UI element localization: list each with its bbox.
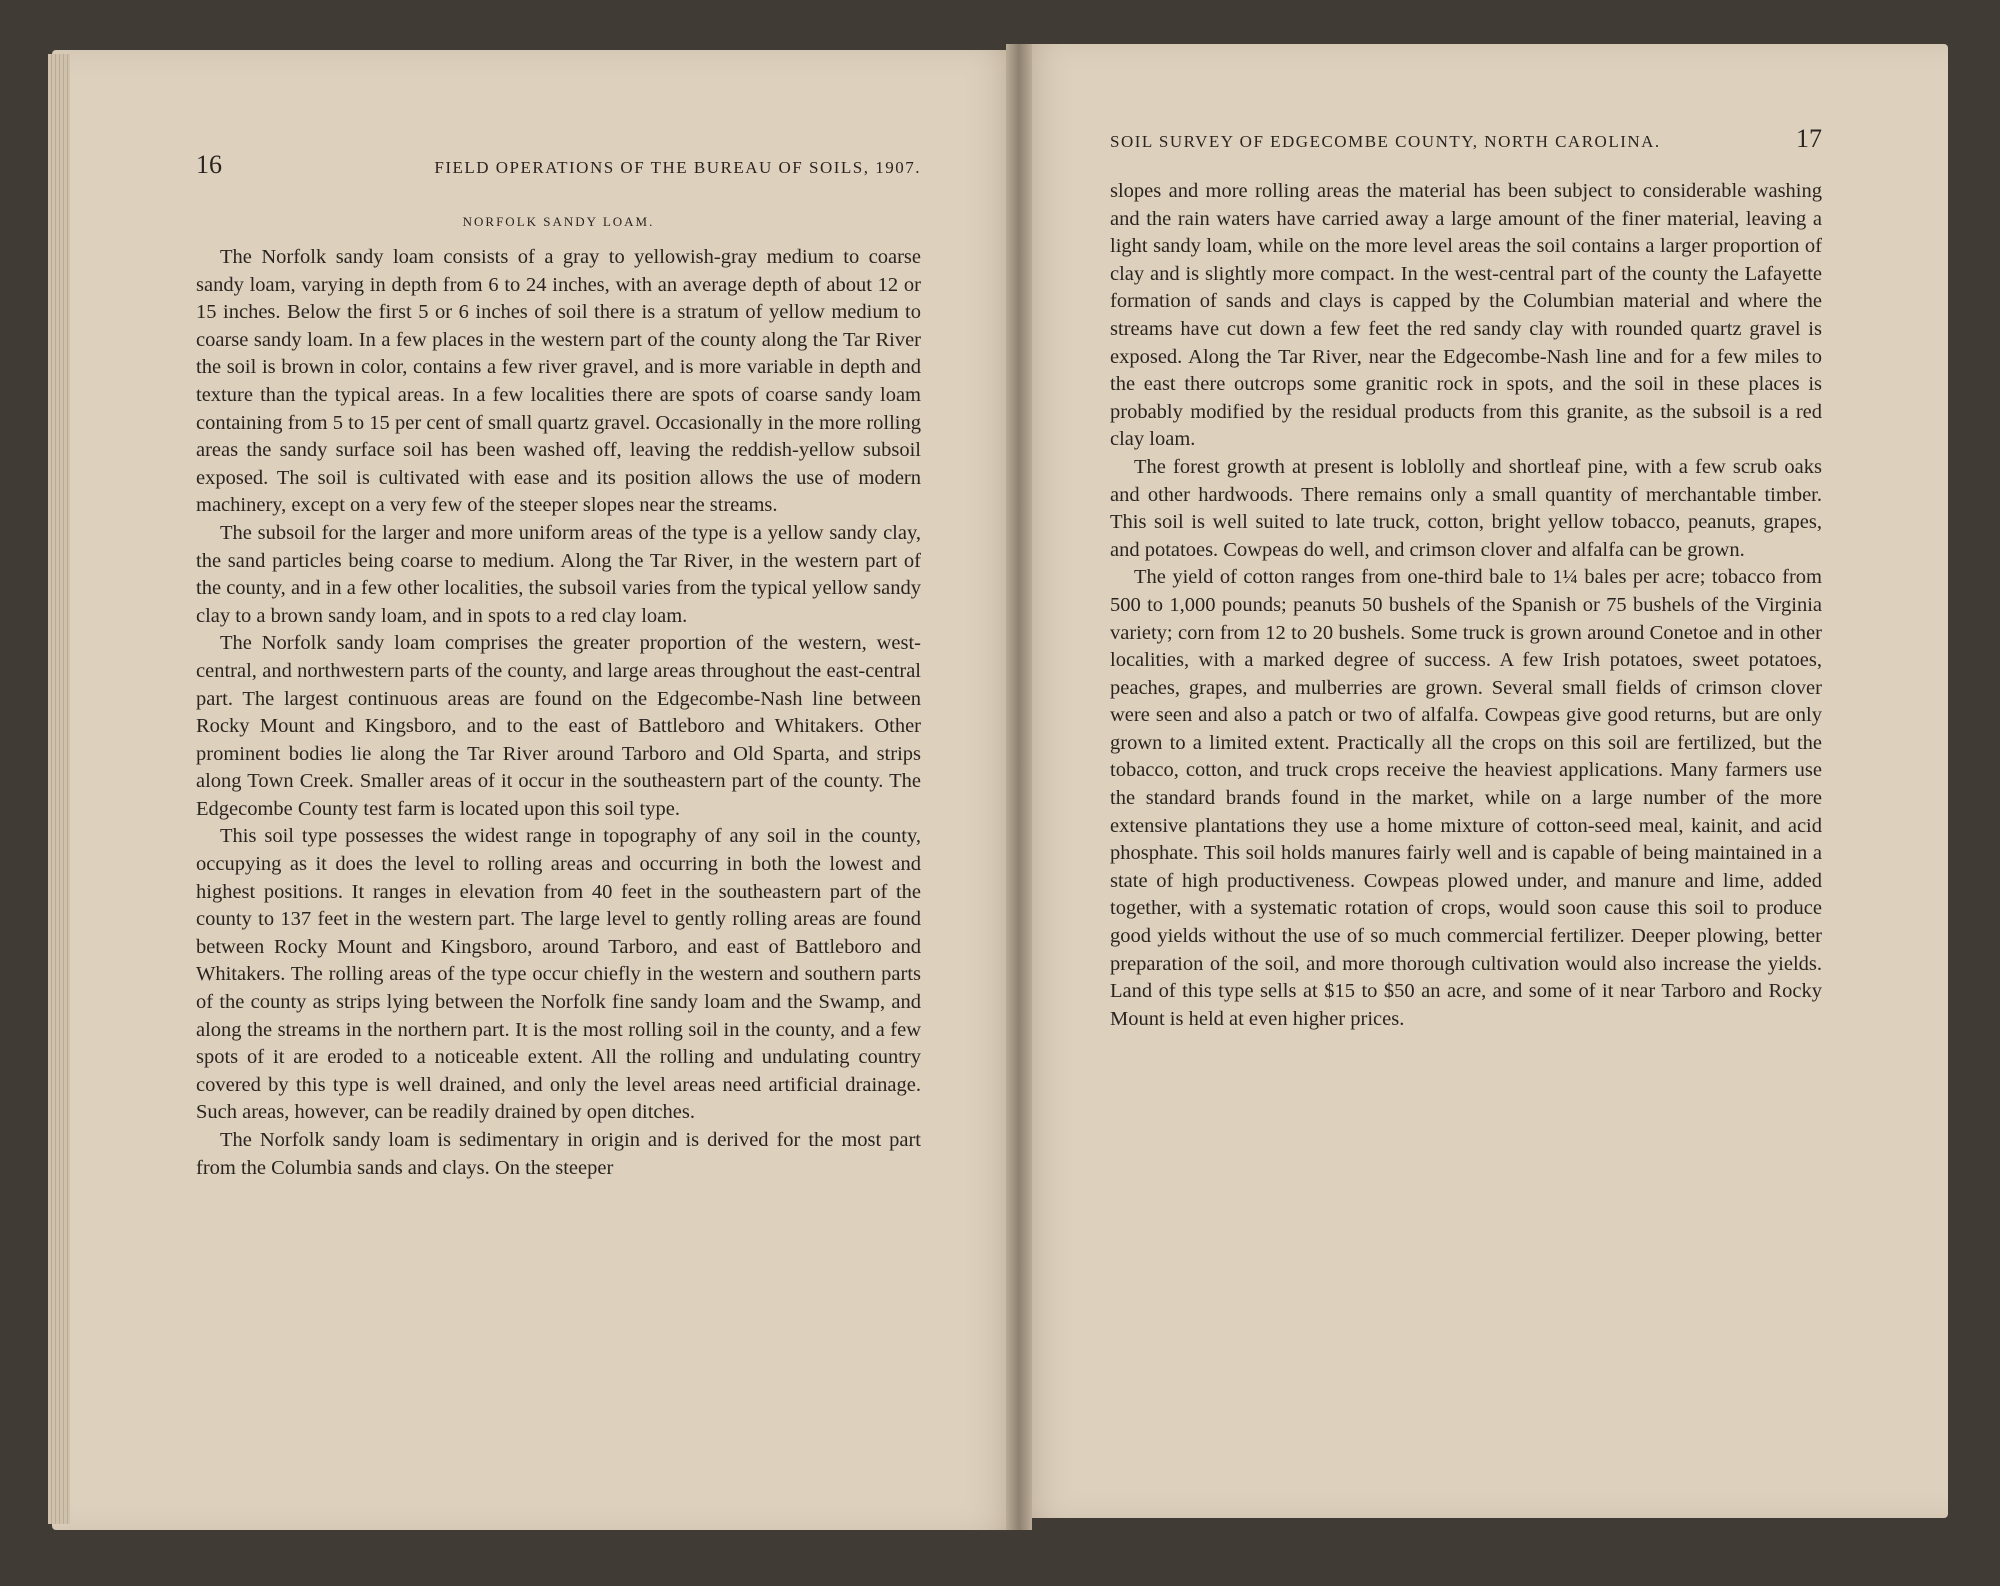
right-page-number: 17 — [1796, 124, 1822, 153]
right-paragraph: slopes and more rolling areas the material has been subject to considerable washing and the rain waters have carried away a large amount of the finer material, leaving a light sandy loam, while on the more level areas the soil contains a larger proportion of clay and is slightly more compact. In the west-central part of the county the Lafayette formation of sands and clays is capped by the Columbian material and where the streams have cut down a few feet the red sandy clay with rounded quartz gravel is exposed. Along the Tar River, near the Edgecombe-Nash line and for a few miles to the east there outcrops some granitic rock in spots, and the soil in these places is probably modified by the residual products from this granite, as the subsoil is a red clay loam. — [1110, 180, 1822, 451]
right-running-title: SOIL SURVEY OF EDGECOMBE COUNTY, NORTH CAROLINA. — [1110, 132, 1661, 151]
right-page-content — [1110, 124, 1822, 1033]
left-paragraph: The Norfolk sandy loam comprises the greater proportion of the western, west-central, and northwestern parts of the county, and large areas throughout the east-central part. The largest continuous areas are found on the Edgecombe-Nash line between Rocky Mount and Kingsboro, and to the east of Battleboro and Whitakers. Other prominent bodies lie along the Tar River around Tarboro and Old Sparta, and strips along Town Creek. Smaller areas of it occur in the southeastern part of the county. The Edgecombe County test farm is located upon this soil type. — [196, 632, 921, 820]
left-paragraph: The Norfolk sandy loam consists of a gray to yellowish-gray medium to coarse sandy loam, varying in depth from 6 to 24 inches, with an average depth of about 12 or 15 inches. Below the first 5 or 6 inches of soil there is a stratum of yellow medium to coarse sandy loam. In a few places in the western part of the county along the Tar River the soil is brown in color, contains a few river gravel, and is more variable in depth and texture than the typical areas. In a few localities there are spots of coarse sandy loam containing from 5 to 15 per cent of small quartz gravel. Occasionally in the more rolling areas the sandy surface soil has been washed off, leaving the reddish-yellow subsoil exposed. The soil is cultivated with ease and its position allows the use of modern machinery, except on a very few of the steeper slopes near the streams. — [196, 246, 921, 517]
left-page-content — [196, 150, 921, 1182]
left-paragraph: This soil type possesses the widest range in topography of any soil in the county, occupying as it does the level to rolling areas and occurring in both the lowest and highest positions. It ranges in elevation from 40 feet in the southeastern part of the county to 137 feet in the western part. The large level to gently rolling areas are found between Rocky Mount and Kingsboro, around Tarboro, and east of Battleboro and Whitakers. The rolling areas of the type occur chiefly in the western and southern parts of the county as strips lying between the Norfolk fine sandy loam and the Swamp, and along the streams in the northern part. It is the most rolling soil in the county, and a few spots of it are eroded to a noticeable extent. All the rolling and undulating country covered by this type is well drained, and only the level areas need artificial drainage. Such areas, however, can be readily drained by open ditches. — [196, 825, 921, 1124]
left-page-number: 16 — [196, 150, 222, 179]
right-paragraph: The yield of cotton ranges from one-third bale to 1¼ bales per acre; tobacco from 500 to 1,000 pounds; peanuts 50 bushels of the Spanish or 75 bushels of the Virginia variety; corn from 12 to 20 bushels. Some truck is grown around Conetoe and in other localities, with a marked degree of success. A few Irish potatoes, sweet potatoes, peaches, grapes, and mulberries are grown. Several small fields of crimson clover were seen and also a patch or two of alfalfa. Cowpeas give good returns, but are only grown to a limited extent. Practically all the crops on this soil are fertilized, but the tobacco, cotton, and truck crops receive the heaviest applications. Many farmers use the standard brands found in the market, while on a large number of the more extensive plantations they use a home mixture of cotton-seed meal, kainit, and acid phosphate. This soil holds manures fairly well and is capable of being maintained in a state of high productiveness. Cowpeas plowed under, and manure and lime, added together, with a systematic rotation of crops, would soon cause this soil to produce good yields without the use of so much commercial fertilizer. Deeper plowing, better preparation of the soil, and more thorough cultivation would also increase the yields. Land of this type sells at $15 to $50 an acre, and some of it near Tarboro and Rocky Mount is held at even higher prices. — [1110, 566, 1822, 1030]
right-running-head — [1110, 124, 1822, 154]
right-body — [1110, 178, 1822, 1033]
right-paragraph: The forest growth at present is loblolly and shortleaf pine, with a few scrub oaks and other hardwoods. There remains only a small quantity of merchantable timber. This soil is well suited to late truck, cotton, bright yellow tobacco, peanuts, grapes, and potatoes. Cowpeas do well, and crimson clover and alfalfa can be grown. — [1110, 455, 1822, 561]
left-running-title: FIELD OPERATIONS OF THE BUREAU OF SOILS, 1907. — [434, 158, 921, 177]
page-edges — [48, 54, 70, 1524]
left-paragraph: The subsoil for the larger and more uniform areas of the type is a yellow sandy clay, the sand particles being coarse to medium. Along the Tar River, in the western part of the county, and in a few other localities, the subsoil varies from the typical yellow sandy clay to a brown sandy loam, and in spots to a red clay loam. — [196, 521, 921, 627]
left-paragraph: The Norfolk sandy loam is sedimentary in origin and is derived for the most part from the Columbia sands and clays. On the steeper — [196, 1129, 921, 1179]
book-gutter — [1006, 44, 1032, 1530]
section-title: NORFOLK SANDY LOAM. — [462, 214, 655, 229]
left-running-head — [196, 150, 921, 180]
